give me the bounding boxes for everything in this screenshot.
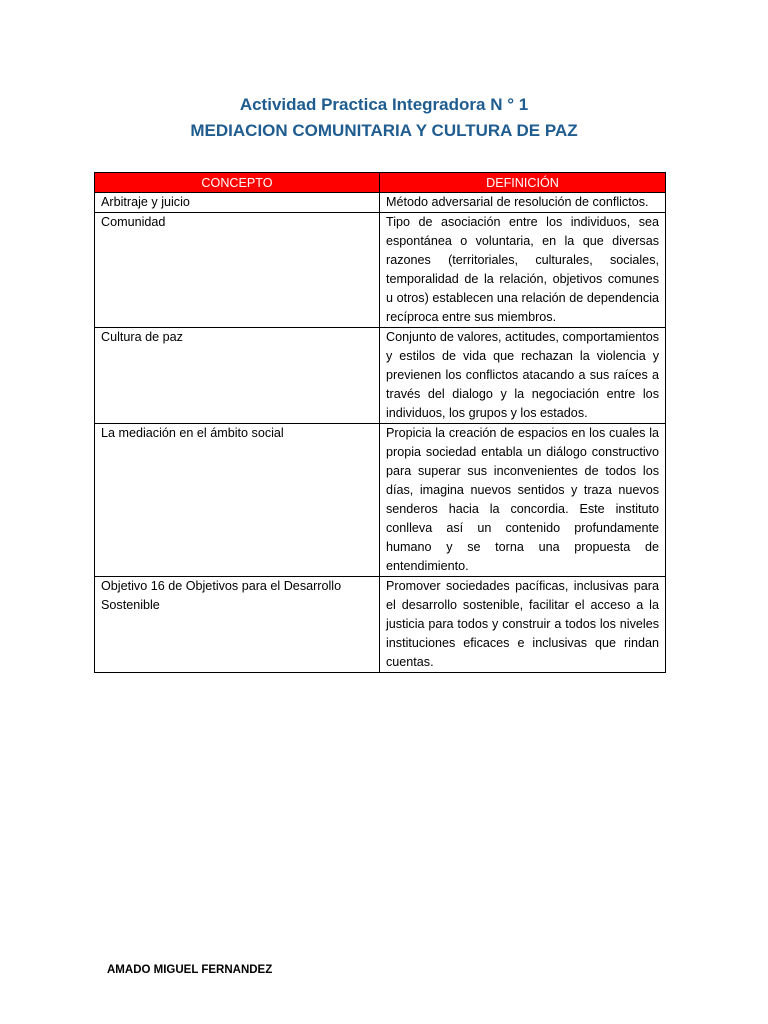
- concept-cell: Objetivo 16 de Objetivos para el Desarrollo Sostenible: [95, 577, 380, 673]
- table-header-row: [95, 173, 666, 193]
- table-row: [95, 213, 666, 328]
- concept-cell: La mediación en el ámbito social: [95, 424, 380, 577]
- column-header-definicion: DEFINICIÓN: [380, 173, 666, 193]
- footer-author: AMADO MIGUEL FERNANDEZ: [107, 964, 273, 976]
- definition-cell: Propicia la creación de espacios en los cuales la propia sociedad entabla un diálogo constructivo para superar sus inconvenientes de todos los días, imagina nuevos sentidos y traza nuevos senderos hacia la concordia. Este instituto conlleva así un contenido profundamente humano y se torna una propuesta de entendimiento.: [380, 424, 666, 577]
- table-row: [95, 577, 666, 673]
- table-row: [95, 424, 666, 577]
- document-title: Actividad Practica Integradora N ° 1: [239, 95, 529, 114]
- definition-cell: Conjunto de valores, actitudes, comportamientos y estilos de vida que rechazan la violencia y previenen los conflictos atacando a sus raíces a través del dialogo y la negociación entre los individuos, los grupos y los estados.: [380, 328, 666, 424]
- concept-cell: Comunidad: [95, 213, 380, 328]
- concepts-table: [94, 172, 666, 673]
- table-row: [95, 328, 666, 424]
- table-row: [95, 193, 666, 213]
- column-header-concepto: CONCEPTO: [95, 173, 380, 193]
- document-subtitle: MEDIACION COMUNITARIA Y CULTURA DE PAZ: [190, 121, 578, 140]
- concept-cell: Arbitraje y juicio: [95, 193, 380, 213]
- definition-cell: Tipo de asociación entre los individuos, sea espontánea o voluntaria, en la que diversas razones (territoriales, culturales, sociales, temporalidad de la relación, objetivos comunes u otros) establecen una relación de dependencia recíproca entre sus miembros.: [380, 213, 666, 328]
- concept-cell: Cultura de paz: [95, 328, 380, 424]
- definition-cell: Método adversarial de resolución de conflictos.: [380, 193, 666, 213]
- definition-cell: Promover sociedades pacíficas, inclusivas para el desarrollo sostenible, facilitar el acceso a la justicia para todos y construir a todos los niveles instituciones eficaces e inclusivas que rindan cuentas.: [380, 577, 666, 673]
